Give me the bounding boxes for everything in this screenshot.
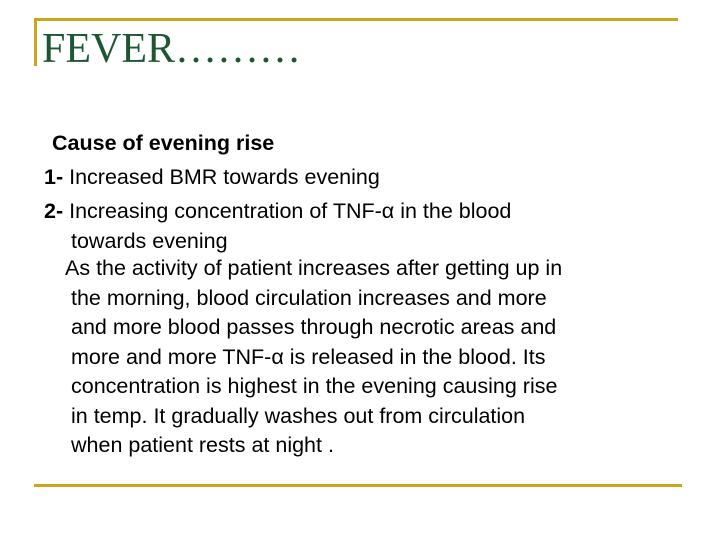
paragraph-line: in temp. It gradually washes out from circulation bbox=[71, 403, 526, 428]
paragraph-line: concentration is highest in the evening causing rise bbox=[71, 374, 558, 398]
top-rule bbox=[34, 18, 678, 21]
point-2 bbox=[44, 194, 684, 228]
point-1-number: 1- bbox=[44, 165, 64, 189]
explanation-paragraph bbox=[44, 254, 684, 461]
paragraph-line: more and more TNF-α is released in the blood. Its bbox=[71, 344, 546, 369]
slide-body bbox=[44, 126, 684, 461]
point-2-number: 2- bbox=[44, 199, 64, 223]
slide-title: FEVER……… bbox=[42, 26, 302, 72]
paragraph-line: when patient rests at night . bbox=[71, 433, 334, 457]
paragraph-line: As the activity of patient increases after getting up in bbox=[65, 256, 563, 280]
paragraph-line: and more blood passes through necrotic areas and bbox=[71, 315, 557, 339]
bottom-rule bbox=[34, 484, 682, 487]
paragraph-line: the morning, blood circulation increases and more bbox=[71, 285, 547, 310]
point-1-text: Increased BMR towards evening bbox=[69, 165, 380, 189]
point-2-text: Increasing concentration of TNF-α in the blood bbox=[69, 199, 512, 223]
point-2-continuation: towards evening bbox=[71, 229, 228, 253]
point-1 bbox=[44, 160, 684, 194]
section-heading: Cause of evening rise bbox=[52, 131, 275, 155]
left-rule bbox=[34, 18, 37, 66]
